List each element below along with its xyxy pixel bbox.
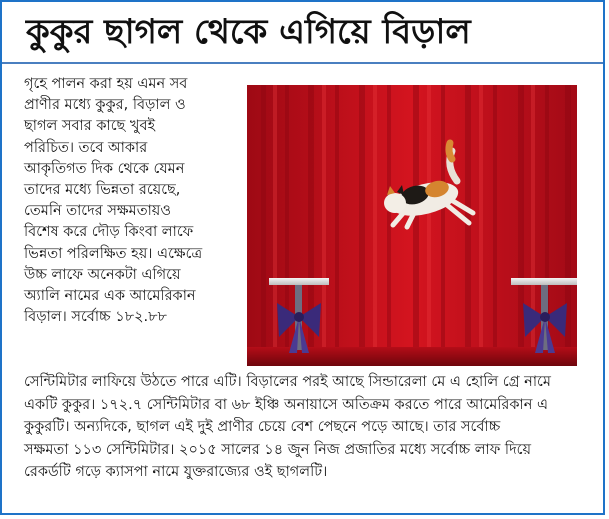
body-line: ভিন্নতা পরিলক্ষিত হয়। এক্ষেত্রে [24, 245, 203, 262]
body-line: বিড়াল। সর্বোচ্চ ১৮২.৮৮ [24, 309, 167, 326]
body-line: রেকর্ডটি গড়ে ক্যাসপা নামে যুক্তরাজ্যের ওই ছাগলটি। [24, 464, 328, 480]
body-line: আকৃতিগত দিক থেকে যেমন [24, 160, 185, 177]
body-line: তেমনি তাদের সক্ষমতায়ও [24, 203, 172, 220]
body-line: উচ্চ লাফে অনেকটা এগিয়ে [24, 266, 181, 283]
body-line: একটি কুকুর। ১৭২.৭ সেন্টিমিটার বা ৬৮ ইঞ্চি অনায়াসে অতিক্রম করতে পারে আমেরিকান এ [24, 396, 549, 413]
article-body-full [24, 371, 594, 484]
body-line: প্রাণীর মধ্যে কুকুর, বিড়াল ও [24, 97, 186, 114]
body-line: ছাগল সবার কাছে খুবই [24, 118, 156, 135]
body-line: সেন্টিমিটার লাফিয়ে উঠতে পারে এটি। বিড়ালের পরই আছে সিন্ডারেলা মে এ হোলি গ্রে নামে [24, 374, 551, 390]
article-body-column [24, 74, 252, 328]
jumping-cat-photo [247, 85, 577, 366]
article-headline: কুকুর ছাগল থেকে এগিয়ে বিড়াল [26, 12, 471, 52]
body-line: তাদের মধ্যে ভিন্নতা রয়েছে, [24, 182, 181, 199]
body-line: বিশেষ করে দৌড় কিংবা লাফে [24, 224, 194, 241]
body-line: সক্ষমতা ১১৩ সেন্টিমিটার। ২০১৫ সালের ১৪ জুন নিজ প্রজাতির মধ্যে সর্বোচ্চ লাফ দিয়ে [24, 441, 532, 458]
body-line: কুকুরটি। অন্যদিকে, ছাগল এই দুই প্রাণীর চেয়ে বেশ পেছনে পড়ে আছে। তার সর্বোচ্চ [24, 419, 501, 435]
body-line: অ্যালি নামের এক আমেরিকান [24, 288, 196, 305]
body-line: পরিচিত। তবে আকার [24, 139, 148, 156]
headline-divider [2, 62, 603, 64]
body-line: গৃহে পালন করা হয় এমন সব [24, 76, 188, 92]
